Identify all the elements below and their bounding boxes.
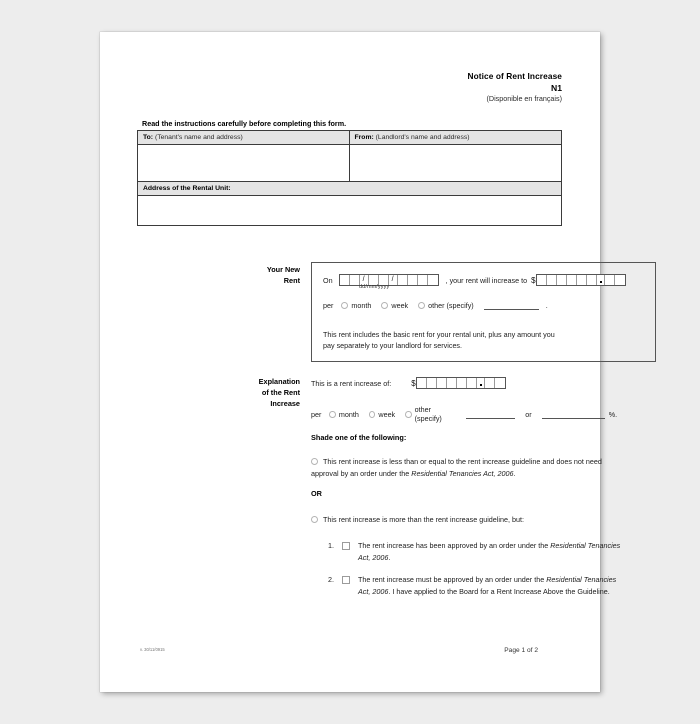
new-rent-amount-input[interactable] [536, 274, 626, 286]
document-header [467, 70, 562, 105]
from-hint: (Landlord's name and address) [375, 134, 470, 141]
party-table [137, 130, 562, 226]
item-2-number: 2. [328, 575, 334, 584]
item-2-act-reference: Residential Tenancies Act, 2006 [358, 575, 617, 596]
date-format-hint: dd/mm/yyyy [359, 284, 390, 290]
instructions-line: Read the instructions carefully before completing this form. [142, 119, 347, 128]
rental-unit-address-header: Address of the Rental Unit: [138, 181, 561, 196]
option-a-text-part1: This rent increase is less than or equal to the rent increase guideline and does not need approval by an order under the [311, 457, 602, 478]
new-rent-period-row [323, 301, 548, 310]
checkbox-item-2[interactable] [342, 576, 350, 584]
new-rent-period-punct: . [545, 301, 548, 310]
section-label-explanation [210, 377, 300, 410]
item-1-text [358, 540, 628, 563]
item-2-text-part1: The rent increase must be approved by an order under the [358, 575, 547, 584]
new-rent-week-label: week [391, 301, 409, 310]
new-rent-note-line1: This rent includes the basic rent for your rental unit, plus any amount you [323, 330, 555, 339]
footer-version: v. 30/11/0915 [140, 647, 165, 652]
section-label-your-new-rent [218, 265, 300, 287]
party-table-body-row [138, 145, 561, 181]
increase-other-specify-input[interactable] [466, 410, 516, 419]
item-1-checkbox-wrap [342, 540, 358, 563]
new-rent-other-label: other (specify) [428, 301, 474, 310]
radio-increase-month[interactable] [329, 411, 336, 418]
item-1-number: 1. [328, 541, 334, 550]
new-rent-box [311, 262, 656, 362]
increase-or-label: or [525, 409, 532, 419]
explanation-label-line2: of the Rent [261, 387, 300, 397]
to-hint: (Tenant's name and address) [154, 134, 243, 141]
shade-instruction-title: Shade one of the following: [311, 433, 407, 442]
french-availability-note: (Disponible en français) [486, 94, 562, 104]
on-label: On [323, 275, 333, 285]
radio-increase-other[interactable] [405, 411, 412, 418]
numbered-item-2 [328, 574, 628, 597]
option-a-row [311, 456, 621, 479]
radio-increase-week[interactable] [369, 411, 376, 418]
new-rent-note [323, 329, 555, 351]
new-rent-month-label: month [351, 301, 372, 310]
increase-to-text: , your rent will increase to [445, 275, 528, 285]
radio-option-a[interactable] [311, 458, 318, 465]
radio-option-b[interactable] [311, 516, 318, 523]
increase-other-label: other (specify) [414, 405, 442, 423]
increase-per-label: per [311, 409, 322, 419]
option-b-row [311, 514, 621, 526]
your-new-rent-label-line2: Rent [283, 275, 300, 285]
increase-month-label: month [338, 409, 359, 419]
item-1-act-reference: Residential Tenancies Act, 2006 [358, 541, 621, 562]
increase-of-label: This is a rent increase of: [311, 378, 392, 388]
rent-increase-amount-row [311, 377, 506, 389]
rental-unit-address-field[interactable] [138, 196, 561, 225]
or-separator: OR [311, 489, 322, 498]
checkbox-item-1[interactable] [342, 542, 350, 550]
to-label: To: [143, 134, 154, 141]
item-2-text-part2: . I have applied to the Board for a Rent Increase Above the Guideline. [388, 586, 610, 596]
document-page [100, 32, 621, 692]
new-rent-date-input[interactable]: / / [339, 274, 439, 286]
rent-increase-period-row [311, 405, 617, 423]
landlord-name-address-field[interactable] [350, 145, 562, 181]
from-column-header [350, 131, 562, 144]
to-column-header [138, 131, 350, 144]
footer-page-number: Page 1 of 2 [504, 647, 538, 654]
item-1-text-part1: The rent increase has been approved by an order under the [358, 541, 551, 550]
radio-new-rent-other[interactable] [418, 302, 425, 309]
document-title: Notice of Rent Increase [467, 71, 562, 81]
explanation-label-line3: Increase [270, 398, 300, 408]
from-label: From: [354, 134, 374, 141]
option-a-act-reference: Residential Tenancies Act, 2006 [411, 468, 514, 478]
new-rent-note-line2: pay separately to your landlord for services. [323, 341, 463, 351]
new-rent-currency-symbol: $ [531, 275, 536, 285]
option-b-text: This rent increase is more than the rent increase guideline, but: [323, 515, 524, 524]
new-rent-per-label: per [323, 301, 334, 310]
party-table-header-row [138, 131, 561, 145]
your-new-rent-label-line1: Your New [266, 265, 300, 274]
rent-increase-amount-input[interactable] [416, 377, 506, 389]
increase-week-label: week [378, 409, 396, 419]
increase-percent-symbol: %. [608, 409, 618, 419]
item-2-checkbox-wrap [342, 574, 358, 597]
option-a-text-end: . [513, 468, 516, 478]
explanation-label-line1: Explanation [258, 377, 300, 386]
tenant-name-address-field[interactable] [138, 145, 350, 181]
form-code: N1 [551, 83, 562, 94]
increase-percent-input[interactable] [542, 410, 605, 419]
radio-new-rent-week[interactable] [381, 302, 388, 309]
increase-currency-symbol: $ [411, 378, 416, 388]
new-rent-other-specify-input[interactable] [484, 301, 539, 310]
numbered-item-1 [328, 540, 628, 563]
item-1-text-part2: . [388, 552, 391, 562]
item-2-text [358, 574, 628, 597]
radio-new-rent-month[interactable] [341, 302, 348, 309]
